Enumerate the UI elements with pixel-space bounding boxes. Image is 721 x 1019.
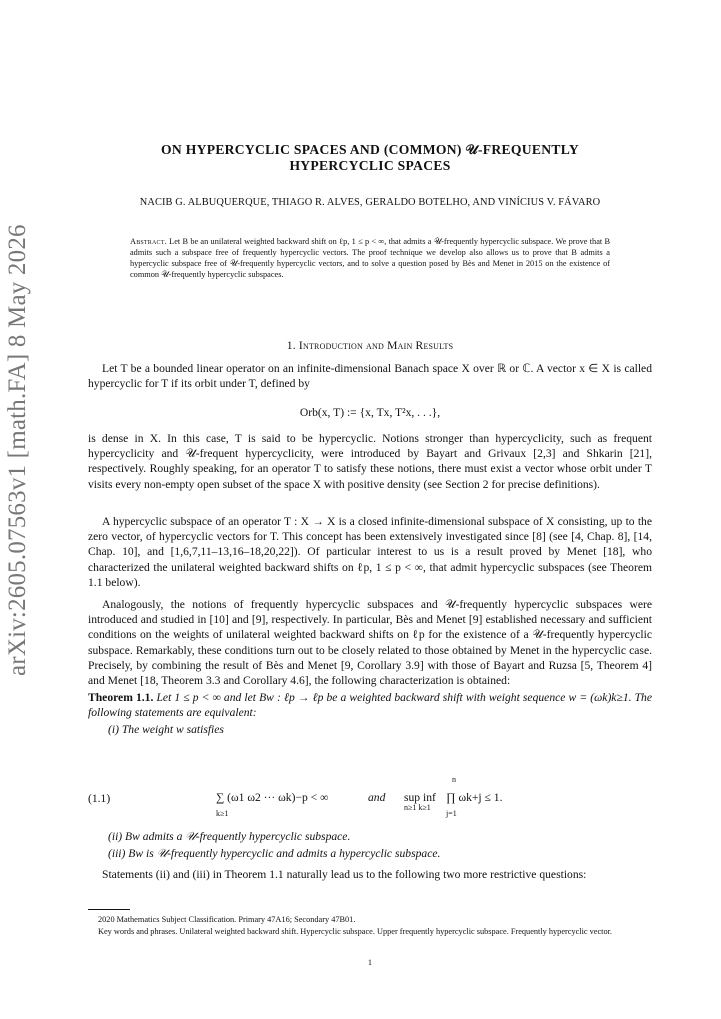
footnote-msc: 2020 Mathematics Subject Classification. Primary 47A16; Secondary 47B01. (98, 915, 356, 924)
arxiv-id-text: arXiv:2605.07563v1 [math.FA] 8 May 2026 (4, 224, 31, 676)
paper-title (88, 142, 652, 174)
paragraph-5: Statements (ii) and (iii) in Theorem 1.1 naturally lead us to the following two more restrictive questions: (102, 868, 587, 881)
page-number: 1 (367, 958, 373, 967)
abstract (130, 236, 610, 280)
theorem-item-i: (i) The weight w satisfies (108, 723, 224, 736)
theorem-item-ii: (ii) Bw admits a 𝒰-frequently hypercyclic subspace. (108, 830, 351, 843)
section-heading: 1. Introduction and Main Results (286, 339, 454, 352)
equation-1-1 (216, 775, 556, 818)
eq-and: and (368, 791, 386, 804)
eq-product: ∏ ωk+j ≤ 1. (446, 791, 503, 804)
orbit-equation: Orb(x, T) := {x, Tx, T²x, . . .}, (299, 406, 441, 419)
footnote-rule (88, 909, 130, 910)
title-line-1: ON HYPERCYCLIC SPACES AND (COMMON) 𝒰-FREQUENTLY (161, 142, 579, 157)
eq-supinf-subscript: n≥1 k≥1 (404, 803, 431, 812)
abstract-heading: Abstract. (130, 237, 167, 246)
paragraph-2: is dense in X. In this case, T is said to be hypercyclic. Notions stronger than hypercyclicity, such as frequent hypercyclicity and 𝒰-frequent hypercyclicity, were introduced by Bayart and Grivaux [2,3] and Shkarin [21], respectively. Roughly speaking, for an operator T to satisfy these notions, there must exist a vector whose orbit under T visits every non-empty open subset of the space X with positive density (see Section 2 for precise definitions). (88, 432, 652, 491)
authors: NACIB G. ALBUQUERQUE, THIAGO R. ALVES, GERALDO BOTELHO, AND VINÍCIUS V. FÁVARO (139, 197, 601, 208)
theorem-1-1 (88, 690, 652, 720)
equation-number: (1.1) (88, 792, 111, 805)
footnote-keywords: Key words and phrases. Unilateral weighted backward shift. Hypercyclic subspace. Upper frequently hypercyclic subspace. Frequently hypercyclic vector. (98, 927, 612, 936)
paragraph-1: Let T be a bounded linear operator on an infinite-dimensional Banach space X over ℝ or ℂ. A vector x ∈ X is called hypercyclic for T if its orbit under T, defined by (88, 362, 652, 391)
title-line-2: HYPERCYCLIC SPACES (289, 158, 451, 173)
paragraph-4: Analogously, the notions of frequently hypercyclic subspaces and 𝒰-frequently hypercyclic subspaces were introduced and studied in [10] and [9], respectively. In particular, Bès and Menet [9] established necessary and sufficient conditions on the weights of unilateral weighted backward shifts on ℓp for the existence of a 𝒰-frequently hypercyclic subspace. Remarkably, these conditions turn out to be closely related to those obtained by Menet in the hypercyclic case. Precisely, by combining the result of Bès and Menet [9, Corollary 3.9] with those of Bayart and Ruzsa [5, Theorem 4] and Menet [18, Theorem 3.3 and Corollary 4.6], the following characterization is obtained: (88, 598, 652, 688)
eq-supinf: sup inf (404, 791, 436, 804)
abstract-text: Let B be an unilateral weighted backward shift on ℓp, 1 ≤ p < ∞, that admits a 𝒰-frequently hypercyclic subspace. We prove that B admits such a subspace free of frequently hypercyclic vectors. The proof technique we develop also allows us to prove that B admits a hypercyclic subspace free of 𝒰-frequently hypercyclic vectors, and to solve a question posed by Bès and Menet in 2015 on the existence of common 𝒰-frequently hypercyclic subspaces. (130, 237, 610, 279)
eq-sum: ∑ (ω1 ω2 ··· ωk)−p < ∞ (216, 791, 329, 804)
paragraph-3: A hypercyclic subspace of an operator T : X → X is a closed infinite-dimensional subspace of X consisting, up to the zero vector, of hypercyclic vectors for T. This concept has been extensively investigated since [8] (see [4, Chap. 8], [14, Chap. 10], and [1,6,7,11–13,16–18,20,22]). Of particular interest to us is a result proved by Menet [18], who characterized the unilateral weighted backward shifts on ℓp, 1 ≤ p < ∞, that admit hypercyclic subspaces (see Theorem 1.1 below). (88, 515, 652, 589)
eq-product-subscript: j=1 (446, 809, 457, 818)
theorem-item-iii: (iii) Bw is 𝒰-frequently hypercyclic and admits a hypercyclic subspace. (108, 847, 441, 860)
eq-product-top: n (452, 775, 456, 784)
eq-sum-subscript: k≥1 (216, 809, 229, 818)
theorem-label: Theorem 1.1. (88, 691, 154, 704)
theorem-statement: Let 1 ≤ p < ∞ and let Bw : ℓp → ℓp be a weighted backward shift with weight sequence w = (ωk)k≥1. The following statements are equivalent: (88, 691, 652, 720)
